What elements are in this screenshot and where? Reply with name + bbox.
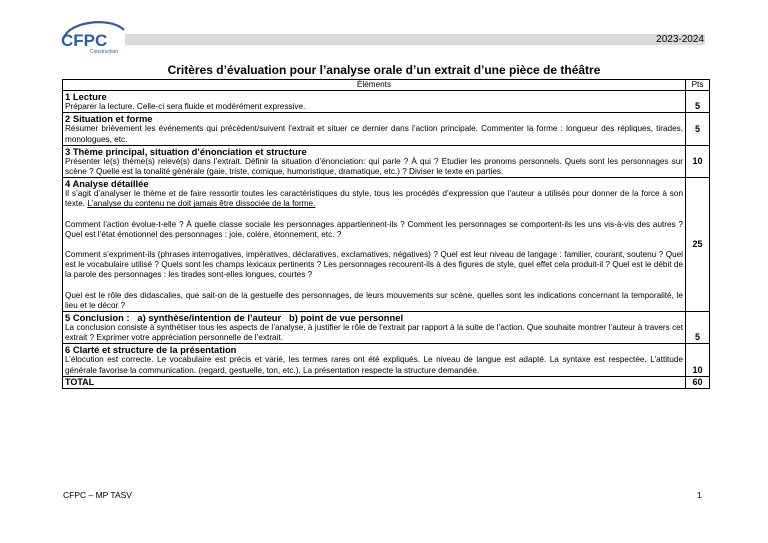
cfpc-logo <box>58 18 128 56</box>
column-header-pts: Pts <box>686 80 710 91</box>
total-value: 60 <box>686 376 710 388</box>
points-cell: 5 <box>686 91 710 113</box>
section-title: 5 Conclusion : a) synthèse/intention de l’auteur b) point de vue personnel <box>65 312 404 324</box>
points-cell: 5 <box>686 113 710 145</box>
logo-subtext: Construction <box>90 49 119 55</box>
section-text: Présenter le(s) thème(s) relevé(s) dans l’extrait. Définir la situation d’énonciation: qui parle ? À qui ? Etudier les pronoms personnels. Quels sont les personnages sur scène ? Quelle est la tonalité générale (gaie, triste, comique, humoristique, dramatique, etc.) ? Diviser le texte en parties. <box>65 156 683 177</box>
page-title: Critères d’évaluation pour l’analyse orale d’un extrait d’une pièce de théâtre <box>167 63 601 77</box>
header-band <box>125 34 705 45</box>
section-text: L’élocution est correcte. Le vocabulaire est précis et varié, les termes rares ont été expliqués. Le niveau de langue est adapté. La syntaxe est respectée. L’attitude générale favorise la communication. (regard, gestuelle, ton, etc.). La présentation respecte la structure demandée. <box>65 355 683 375</box>
table-header-row <box>63 80 710 91</box>
section-title: 6 Clarté et structure de la présentation <box>65 344 237 356</box>
table-row <box>63 145 710 177</box>
section-text: Résumer brièvement les événements qui précèdent/suivent l’extrait et situer ce dernier dans l’action principale. Commenter la forme : longueur des répliques, tirades, monologues, etc. <box>65 124 683 144</box>
section-title: 2 Situation et forme <box>65 113 153 125</box>
total-label: TOTAL <box>63 376 686 388</box>
table-row <box>63 178 710 312</box>
table-row <box>63 312 710 344</box>
section-text-part: Il s’agit d’analyser le thème et de faire ressortir toutes les caractéristiques du style, tous les procédés d’expression que l’auteur a utilisés pour donner de la force à son texte. <box>65 189 683 209</box>
section-text: La conclusion consiste à synthétiser tous les aspects de l’analyse, à justifier le rôle de l’extrait par rapport à la suite de l’action. Que souhaite montrer l’auteur à travers cet extrait ? Exprimer votre appréciation personnelle de l’extrait. <box>65 323 683 343</box>
section-title: 4 Analyse détaillée <box>65 178 149 190</box>
page-number: 1 <box>697 490 702 500</box>
section-text: Préparer la lecture. Celle-ci sera fluide et modérément expressive. <box>65 102 306 112</box>
points-cell: 25 <box>686 178 710 312</box>
section-text: Comment s’expriment-ils (phrases interrogatives, impératives, déclaratives, exclamatives, négatives) ? Quel est leur niveau de langage : familier, courant, soutenu ? Quel est le vocabulaire utilisé ? Quels sont les champs lexicaux pertinents ? Les personnages recourent-ils à des figures de style, quel effet cela produit-il ? Quel est le débit de la parole des personnages : les tirades sont-elles longues, courtes ? <box>65 250 683 280</box>
column-header-elements: Éléments <box>63 80 686 91</box>
logo-text: CFPC <box>61 31 108 50</box>
section-text: Quel est le rôle des didascalies, que sait-on de la gestuelle des personnages, de leurs mouvements sur scène, quelles sont les indications concernant la temporalité, le lieu et le décor ? <box>65 290 683 310</box>
section-title: 1 Lecture <box>65 91 107 103</box>
section-text: Comment l’action évolue-t-elle ? À quelle classe sociale les personnages appartiennent-ils ? Comment les personnages se comportent-ils les uns vis-à-vis des autres ? Quel est l’état émotionnel des personnages : joie, colère, étonnement, etc. ? <box>65 219 683 239</box>
total-row <box>63 376 710 388</box>
points-cell: 10 <box>686 344 710 376</box>
points-cell: 5 <box>686 312 710 344</box>
table-row <box>63 113 710 145</box>
school-year: 2023-2024 <box>656 34 704 45</box>
footer-label: CFPC – MP TASV <box>63 490 132 500</box>
section-text <box>65 189 683 209</box>
underlined-note: L’analyse du contenu ne doit jamais être dissociée de la forme. <box>87 199 316 209</box>
table-row <box>63 91 710 113</box>
points-cell: 10 <box>686 145 710 177</box>
criteria-table <box>62 79 710 389</box>
section-title: 3 Thème principal, situation d’énonciation et structure <box>65 145 307 157</box>
table-row <box>63 344 710 376</box>
